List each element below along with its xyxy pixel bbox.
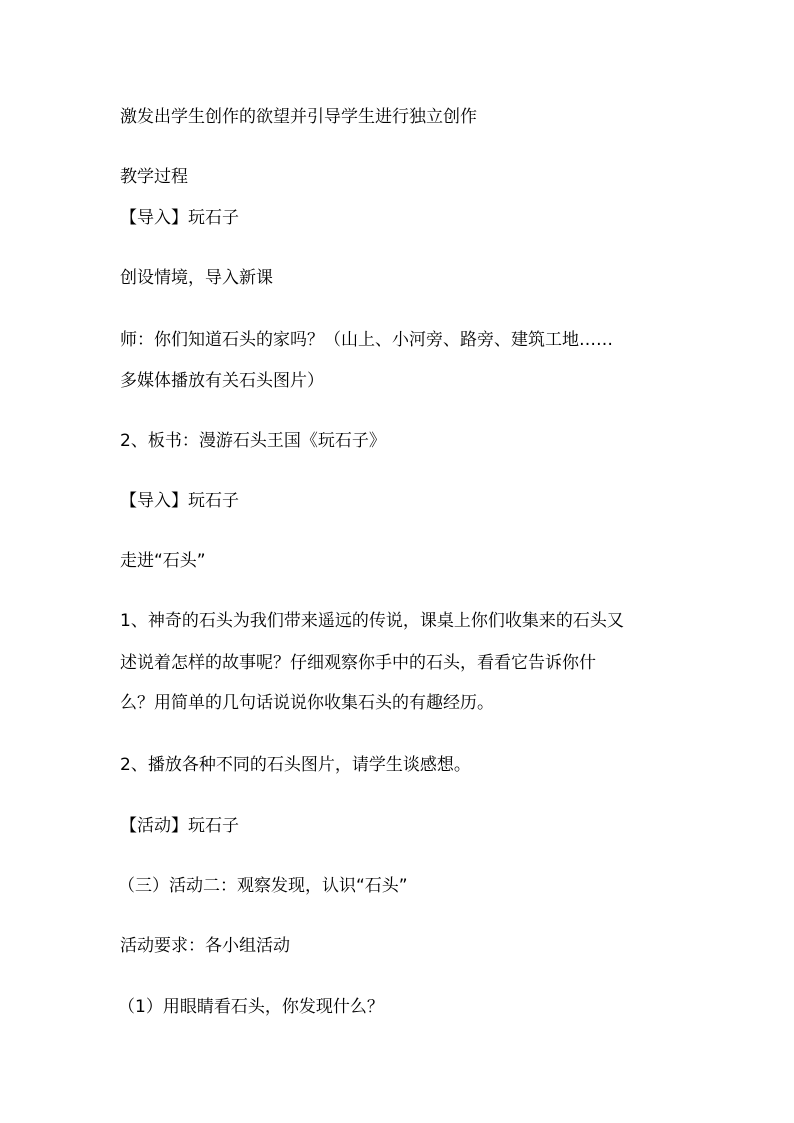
text-line-step1: （1）用眼睛看石头，你发现什么？ [118, 997, 384, 1017]
text-line-item1-a: 1、神奇的石头为我们带来遥远的传说，课桌上你们收集来的石头又 [120, 611, 624, 631]
section-tag-activity: 【活动】玩石子 [120, 816, 239, 836]
text-line-multimedia: 多媒体播放有关石头图片） [120, 371, 324, 391]
text-line-goal: 激发出学生创作的欲望并引导学生进行独立创作 [120, 107, 477, 127]
text-line-activity-two: （三）活动二：观察发现，认识“石头” [118, 876, 408, 896]
section-heading-teaching-process: 教学过程 [120, 167, 188, 187]
text-line-activity-requirements: 活动要求：各小组活动 [120, 936, 290, 956]
text-line-scenario: 创设情境，导入新课 [120, 268, 273, 288]
text-line-item2: 2、播放各种不同的石头图片，请学生谈感想。 [120, 755, 471, 775]
section-tag-intro-1: 【导入】玩石子 [120, 208, 239, 228]
section-tag-intro-2: 【导入】玩石子 [120, 491, 239, 511]
text-line-item1-c: 么？用简单的几句话说说你收集石头的有趣经历。 [120, 693, 494, 713]
text-line-blackboard: 2、板书：漫游石头王国《玩石子》 [120, 431, 386, 451]
text-line-enter-stone: 走进“石头” [120, 551, 206, 571]
text-line-teacher-question: 师：你们知道石头的家吗？（山上、小河旁、路旁、建筑工地…… [120, 330, 613, 350]
text-line-item1-b: 述说着怎样的故事呢？仔细观察你手中的石头，看看它告诉你什 [120, 653, 596, 673]
